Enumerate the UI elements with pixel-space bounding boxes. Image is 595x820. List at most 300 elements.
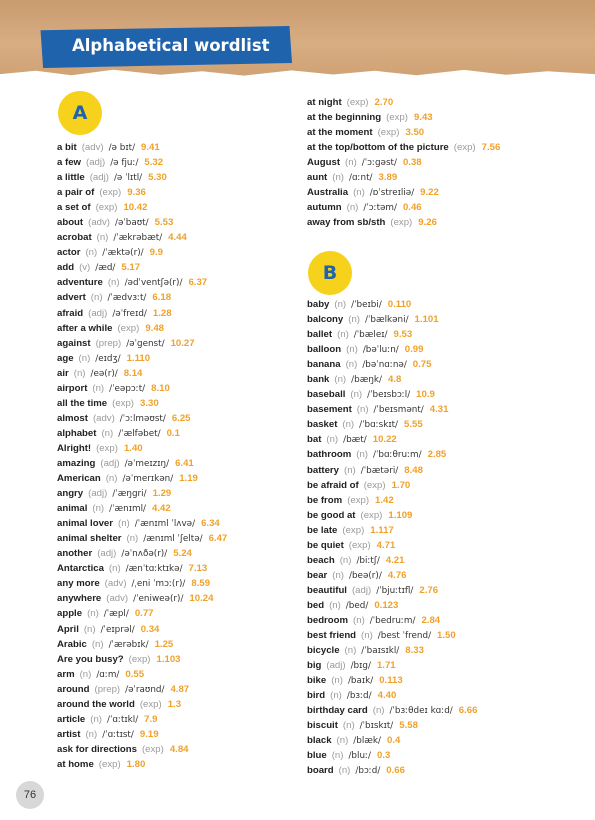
entry-word: a bit bbox=[57, 142, 77, 153]
wordlist-entry bbox=[57, 757, 329, 772]
wordlist-entry bbox=[57, 290, 329, 305]
entry-word: airport bbox=[57, 382, 88, 394]
entry-ref: 4.40 bbox=[377, 690, 397, 702]
wordlist-column-a-left bbox=[57, 140, 329, 772]
entry-ref: 9.22 bbox=[420, 187, 439, 199]
entry-pos: (n) bbox=[85, 247, 98, 259]
entry-ref: 0.3 bbox=[376, 750, 391, 762]
entry-word: be quiet bbox=[307, 539, 344, 551]
wordlist-entry bbox=[57, 682, 329, 697]
wordlist-entry bbox=[307, 703, 579, 718]
entry-word: bed bbox=[307, 599, 325, 611]
wordlist-entry bbox=[307, 538, 579, 553]
entry-pos: (n) bbox=[78, 352, 91, 364]
entry-word: angry bbox=[57, 488, 84, 500]
wordlist-entry bbox=[307, 297, 579, 312]
entry-ipa: /bɪg/ bbox=[350, 661, 371, 672]
entry-ref: 2.84 bbox=[421, 614, 441, 626]
entry-ref: 2.85 bbox=[427, 449, 447, 461]
wordlist-entry bbox=[57, 396, 329, 411]
entry-word: banana bbox=[307, 359, 341, 371]
wordlist-entry bbox=[57, 351, 329, 366]
entry-word: at the beginning bbox=[307, 112, 382, 124]
entry-ref: 0.55 bbox=[125, 668, 145, 680]
wordlist-entry bbox=[307, 185, 579, 200]
entry-ref: 9.48 bbox=[145, 322, 164, 334]
wordlist-entry bbox=[57, 546, 329, 561]
wordlist-entry bbox=[57, 366, 329, 381]
wordlist-entry bbox=[57, 456, 329, 471]
entry-ref: 4.42 bbox=[151, 503, 171, 515]
entry-ipa: /bluː/ bbox=[348, 751, 371, 762]
entry-pos: (adj) bbox=[351, 584, 372, 596]
wordlist-entry bbox=[307, 673, 579, 688]
entry-pos: (n) bbox=[345, 359, 358, 371]
wordlist-entry bbox=[57, 561, 329, 576]
entry-pos: (exp) bbox=[363, 479, 386, 491]
entry-ref: 9.19 bbox=[139, 728, 159, 740]
entry-pos: (n) bbox=[339, 554, 352, 566]
wordlist-entry bbox=[307, 387, 579, 402]
entry-word: add bbox=[57, 262, 75, 274]
wordlist-entry bbox=[57, 215, 329, 230]
entry-ref: 0.66 bbox=[386, 765, 405, 777]
entry-ref: 4.44 bbox=[168, 232, 187, 244]
entry-ref: 0.46 bbox=[402, 202, 422, 214]
wordlist-entry bbox=[307, 583, 579, 598]
entry-ipa: /ˈbeɪsbɔːl/ bbox=[367, 390, 411, 401]
entry-ipa: /ˈbjuːtɪfl/ bbox=[376, 585, 414, 596]
entry-pos: (n) bbox=[353, 187, 365, 199]
entry-pos: (n) bbox=[346, 344, 358, 356]
entry-pos: (n) bbox=[87, 608, 99, 620]
entry-ipa: /ˈænɪml ˈlʌvə/ bbox=[134, 519, 196, 530]
entry-ref: 0.38 bbox=[402, 157, 422, 169]
entry-word: American bbox=[57, 473, 101, 485]
entry-word: blue bbox=[307, 750, 327, 762]
wordlist-entry bbox=[307, 312, 579, 327]
entry-ref: 3.50 bbox=[405, 127, 425, 139]
entry-ipa: /bæt/ bbox=[343, 435, 367, 446]
entry-pos: (exp) bbox=[98, 758, 121, 770]
entry-ref: 3.30 bbox=[139, 397, 159, 409]
wordlist-entry bbox=[57, 471, 329, 486]
entry-word: a few bbox=[57, 157, 81, 169]
wordlist-entry bbox=[307, 523, 579, 538]
entry-pos: (adj) bbox=[326, 660, 346, 672]
letter-badge-a: A bbox=[58, 91, 102, 135]
entry-pos: (n) bbox=[348, 314, 360, 326]
entry-pos: (n) bbox=[338, 765, 351, 777]
entry-ref: 5.17 bbox=[121, 262, 141, 274]
wordlist-entry bbox=[57, 230, 329, 245]
entry-ipa: /ɒˈstreɪliə/ bbox=[369, 188, 415, 199]
entry-pos: (n) bbox=[96, 232, 109, 244]
entry-pos: (adj) bbox=[100, 457, 120, 469]
wordlist-entry bbox=[307, 357, 579, 372]
entry-ref: 1.50 bbox=[437, 630, 456, 642]
entry-pos: (n) bbox=[345, 157, 357, 169]
entry-pos: (exp) bbox=[386, 112, 408, 124]
entry-ref: 1.103 bbox=[156, 653, 181, 665]
entry-ref: 9.26 bbox=[418, 217, 437, 229]
page-number: 76 bbox=[16, 781, 44, 809]
entry-word: at night bbox=[307, 97, 342, 108]
entry-ipa: /ˈeniweə(r)/ bbox=[133, 594, 184, 605]
entry-ref: 1.117 bbox=[370, 524, 394, 536]
wordlist-entry bbox=[307, 327, 579, 342]
wordlist-entry bbox=[57, 245, 329, 260]
wordlist-entry bbox=[307, 215, 579, 230]
entry-ref: 9.41 bbox=[141, 142, 160, 153]
entry-pos: (n) bbox=[92, 503, 105, 515]
wordlist-entry bbox=[57, 606, 329, 621]
wordlist-entry bbox=[57, 712, 329, 727]
entry-word: at home bbox=[57, 758, 94, 770]
entry-word: Australia bbox=[307, 187, 349, 199]
entry-ref: 7.9 bbox=[144, 713, 158, 725]
entry-ref: 8.33 bbox=[405, 645, 424, 657]
wordlist-entry bbox=[57, 200, 329, 215]
entry-word: air bbox=[57, 367, 69, 379]
entry-pos: (n) bbox=[90, 292, 103, 304]
entry-ipa: /bæŋk/ bbox=[351, 375, 382, 386]
entry-word: birthday card bbox=[307, 705, 368, 717]
entry-pos: (adv) bbox=[106, 593, 129, 605]
entry-word: aunt bbox=[307, 172, 328, 184]
entry-word: black bbox=[307, 735, 332, 747]
entry-ipa: /bɔːd/ bbox=[355, 766, 381, 777]
wordlist-entry bbox=[307, 568, 579, 583]
entry-pos: (n) bbox=[326, 434, 339, 446]
entry-ref: 6.37 bbox=[188, 277, 208, 289]
entry-word: after a while bbox=[57, 322, 113, 334]
entry-pos: (adj) bbox=[89, 172, 109, 184]
entry-pos: (exp) bbox=[128, 653, 151, 665]
entry-word: Alright! bbox=[57, 442, 92, 454]
wordlist-entry bbox=[57, 576, 329, 591]
entry-pos: (n) bbox=[372, 705, 385, 717]
entry-ref: 1.70 bbox=[391, 479, 411, 491]
entry-word: a pair of bbox=[57, 187, 95, 199]
entry-word: acrobat bbox=[57, 232, 92, 244]
entry-pos: (exp) bbox=[453, 142, 476, 154]
entry-word: be afraid of bbox=[307, 479, 359, 491]
entry-word: afraid bbox=[57, 307, 84, 319]
entry-ref: 5.30 bbox=[148, 172, 167, 184]
entry-ref: 2.70 bbox=[374, 97, 394, 108]
entry-pos: (n) bbox=[334, 299, 347, 310]
entry-word: August bbox=[307, 157, 341, 169]
entry-word: around bbox=[57, 683, 90, 695]
entry-ipa: /əˈbaʊt/ bbox=[114, 218, 149, 229]
entry-ipa: /ˈɔːgəst/ bbox=[361, 158, 397, 169]
entry-ipa: /ˈærəbɪk/ bbox=[108, 639, 149, 650]
entry-ref: 1.40 bbox=[123, 442, 143, 454]
entry-pos: (n) bbox=[337, 329, 349, 341]
wordlist-entry bbox=[307, 658, 579, 673]
entry-ipa: /ˈæpl/ bbox=[103, 609, 129, 620]
entry-ipa: /blæk/ bbox=[353, 736, 381, 747]
entry-word: bike bbox=[307, 675, 327, 687]
entry-pos: (exp) bbox=[96, 442, 118, 454]
entry-pos: (n) bbox=[342, 419, 355, 431]
entry-ref: 4.71 bbox=[376, 539, 396, 551]
entry-word: bathroom bbox=[307, 449, 352, 461]
entry-ref: 0.110 bbox=[387, 299, 412, 310]
letter-badge-b: B bbox=[308, 251, 352, 295]
wordlist-entry bbox=[307, 110, 579, 125]
entry-ref: 1.29 bbox=[152, 488, 172, 500]
entry-ref: 9.43 bbox=[413, 112, 433, 124]
entry-pos: (n) bbox=[331, 750, 344, 762]
entry-ipa: /ˈædvɜːt/ bbox=[107, 293, 147, 304]
entry-pos: (n) bbox=[101, 427, 114, 439]
entry-ref: 0.113 bbox=[379, 675, 403, 687]
entry-ipa: /ˈækrəbæt/ bbox=[113, 233, 163, 244]
entry-ipa: /ɑːm/ bbox=[96, 669, 120, 680]
entry-word: article bbox=[57, 713, 86, 725]
entry-ipa: /baɪk/ bbox=[347, 676, 374, 687]
entry-word: any more bbox=[57, 578, 100, 590]
entry-word: almost bbox=[57, 412, 88, 424]
entry-ref: 0.4 bbox=[386, 735, 401, 747]
wordlist-entry bbox=[57, 170, 329, 185]
wordlist-entry bbox=[307, 155, 579, 170]
entry-pos: (exp) bbox=[347, 494, 370, 506]
wordlist-entry bbox=[307, 598, 579, 613]
entry-pos: (n) bbox=[332, 172, 344, 184]
entry-word: against bbox=[57, 337, 91, 349]
entry-word: bat bbox=[307, 434, 322, 446]
entry-pos: (exp) bbox=[139, 698, 162, 710]
entry-ref: 6.47 bbox=[208, 533, 228, 545]
entry-ipa: /beə(r)/ bbox=[349, 570, 382, 581]
entry-ref: 8.48 bbox=[404, 464, 423, 476]
entry-pos: (exp) bbox=[112, 397, 134, 409]
entry-ref: 1.109 bbox=[388, 509, 413, 521]
wordlist-entry bbox=[307, 402, 579, 417]
entry-pos: (n) bbox=[344, 464, 356, 476]
entry-ipa: /əˈnʌðə(r)/ bbox=[121, 549, 168, 560]
entry-ipa: /ədˈventʃə(r)/ bbox=[124, 278, 183, 289]
wordlist-entry bbox=[307, 688, 579, 703]
entry-ref: 7.13 bbox=[188, 563, 208, 575]
entry-word: board bbox=[307, 765, 334, 777]
wordlist-entry bbox=[57, 185, 329, 200]
entry-ipa: /eɪdʒ/ bbox=[95, 353, 121, 364]
entry-ref: 6.25 bbox=[171, 412, 191, 424]
entry-ipa: /ə fjuː/ bbox=[110, 158, 139, 169]
wordlist-entry bbox=[57, 727, 329, 742]
entry-word: ask for directions bbox=[57, 743, 137, 755]
entry-pos: (n) bbox=[344, 645, 357, 657]
wordlist-entry bbox=[57, 591, 329, 606]
entry-ipa: /əˈraʊnd/ bbox=[125, 684, 165, 695]
entry-ref: 0.75 bbox=[412, 359, 432, 371]
entry-ref: 4.87 bbox=[170, 683, 190, 695]
entry-ref: 5.32 bbox=[144, 157, 164, 169]
entry-pos: (adv) bbox=[81, 142, 104, 153]
entry-ipa: /biːtʃ/ bbox=[356, 555, 380, 566]
entry-word: advert bbox=[57, 292, 86, 304]
entry-word: animal shelter bbox=[57, 533, 122, 545]
entry-ref: 10.24 bbox=[189, 593, 214, 605]
wordlist-entry bbox=[57, 531, 329, 546]
entry-word: biscuit bbox=[307, 720, 338, 732]
entry-pos: (exp) bbox=[346, 97, 369, 108]
wordlist-entry bbox=[307, 508, 579, 523]
entry-word: around the world bbox=[57, 698, 135, 710]
entry-pos: (n) bbox=[91, 638, 104, 650]
entry-ipa: /ˈbælkəni/ bbox=[365, 315, 409, 326]
entry-pos: (n) bbox=[356, 404, 369, 416]
entry-ipa: /ˈbaɪsɪkl/ bbox=[361, 646, 400, 657]
entry-word: autumn bbox=[307, 202, 342, 214]
entry-ipa: /əˈgenst/ bbox=[126, 338, 165, 349]
entry-pos: (adv) bbox=[88, 217, 110, 229]
entry-ref: 4.8 bbox=[387, 374, 402, 386]
entry-pos: (n) bbox=[105, 473, 118, 485]
wordlist-entry bbox=[57, 441, 329, 456]
entry-ref: 1.80 bbox=[126, 758, 146, 770]
wordlist-entry bbox=[307, 643, 579, 658]
entry-word: age bbox=[57, 352, 74, 364]
entry-pos: (n) bbox=[353, 614, 365, 626]
entry-word: anywhere bbox=[57, 593, 102, 605]
entry-ipa: /ˈælfəbet/ bbox=[118, 428, 161, 439]
wordlist-entry bbox=[307, 763, 579, 778]
wordlist-entry bbox=[57, 697, 329, 712]
wordlist-entry bbox=[57, 501, 329, 516]
entry-ipa: /ˈɑːtɪkl/ bbox=[107, 714, 139, 725]
entry-pos: (n) bbox=[126, 533, 139, 545]
wordlist-entry bbox=[57, 637, 329, 652]
entry-word: be from bbox=[307, 494, 343, 506]
entry-ipa: /ˈbætəri/ bbox=[360, 465, 399, 476]
entry-word: Are you busy? bbox=[57, 653, 124, 665]
entry-pos: (n) bbox=[92, 382, 105, 394]
entry-ref: 1.110 bbox=[126, 352, 151, 364]
wordlist-entry bbox=[307, 432, 579, 447]
entry-word: apple bbox=[57, 608, 83, 620]
entry-pos: (exp) bbox=[99, 187, 122, 199]
entry-ipa: /əˈfreɪd/ bbox=[112, 308, 147, 319]
entry-ref: 10.42 bbox=[123, 202, 148, 214]
wordlist-entry bbox=[307, 613, 579, 628]
wordlist-entry bbox=[307, 447, 579, 462]
wordlist-entry bbox=[57, 426, 329, 441]
entry-word: bear bbox=[307, 569, 328, 581]
wordlist-entry bbox=[307, 140, 579, 155]
entry-ref: 5.55 bbox=[404, 419, 423, 431]
entry-ref: 10.9 bbox=[416, 389, 435, 401]
entry-pos: (adj) bbox=[88, 488, 108, 500]
entry-ref: 8.10 bbox=[151, 382, 170, 394]
entry-ipa: /ˈɔːtəm/ bbox=[363, 203, 397, 214]
entry-word: at the top/bottom of the picture bbox=[307, 142, 449, 154]
wordlist-entry bbox=[307, 493, 579, 508]
entry-pos: (n) bbox=[350, 389, 363, 401]
entry-pos: (n) bbox=[73, 367, 86, 379]
entry-word: baby bbox=[307, 299, 330, 310]
entry-word: another bbox=[57, 548, 93, 560]
entry-ref: 4.84 bbox=[169, 743, 189, 755]
entry-word: bird bbox=[307, 690, 326, 702]
entry-word: baseball bbox=[307, 389, 346, 401]
entry-word: big bbox=[307, 660, 322, 672]
entry-pos: (exp) bbox=[95, 202, 118, 214]
entry-word: Arabic bbox=[57, 638, 87, 650]
entry-word: balloon bbox=[307, 344, 342, 356]
entry-word: battery bbox=[307, 464, 339, 476]
entry-pos: (exp) bbox=[377, 127, 400, 139]
wordlist-entry bbox=[307, 733, 579, 748]
entry-word: be late bbox=[307, 524, 338, 536]
entry-ref: 0.99 bbox=[404, 344, 424, 356]
entry-pos: (n) bbox=[342, 720, 355, 732]
wordlist-entry bbox=[307, 342, 579, 357]
entry-ref: 7.56 bbox=[481, 142, 501, 154]
entry-ipa: /ænɪml ˈʃeltə/ bbox=[143, 534, 203, 545]
wordlist-entry bbox=[307, 372, 579, 387]
entry-ipa: /ə ˈlɪtl/ bbox=[113, 173, 143, 184]
entry-pos: (n) bbox=[334, 374, 347, 386]
wordlist-entry bbox=[307, 478, 579, 493]
entry-word: adventure bbox=[57, 277, 103, 289]
entry-pos: (exp) bbox=[141, 743, 164, 755]
entry-ipa: /ˈænɪml/ bbox=[109, 504, 146, 515]
entry-word: ballet bbox=[307, 329, 333, 341]
entry-pos: (adj) bbox=[97, 548, 117, 560]
entry-word: at the moment bbox=[307, 127, 373, 139]
wordlist-entry bbox=[57, 321, 329, 336]
entry-ref: 6.34 bbox=[201, 518, 220, 530]
entry-ref: 5.24 bbox=[173, 548, 192, 560]
wordlist-entry bbox=[307, 553, 579, 568]
entry-ref: 0.77 bbox=[134, 608, 154, 620]
entry-pos: (n) bbox=[331, 675, 343, 687]
entry-ref: 8.14 bbox=[123, 367, 143, 379]
wordlist-entry bbox=[57, 486, 329, 501]
entry-pos: (adj) bbox=[86, 157, 106, 169]
wordlist-column-a-right bbox=[307, 95, 579, 230]
entry-word: balcony bbox=[307, 314, 344, 326]
wordlist-column-b bbox=[307, 297, 579, 779]
entry-ref: 10.22 bbox=[372, 434, 397, 446]
entry-word: about bbox=[57, 217, 84, 229]
entry-pos: (n) bbox=[346, 202, 359, 214]
entry-ipa: /ˈbɪskɪt/ bbox=[359, 721, 394, 732]
entry-ipa: /ˈbɑːθruːm/ bbox=[372, 450, 422, 461]
entry-pos: (n) bbox=[90, 713, 103, 725]
entry-ipa: /bəˈnɑːnə/ bbox=[362, 360, 407, 371]
entry-ref: 5.53 bbox=[154, 217, 174, 229]
entry-ref: 4.76 bbox=[387, 569, 407, 581]
page-title: Alphabetical wordlist bbox=[72, 36, 270, 55]
entry-ref: 9.9 bbox=[149, 247, 163, 259]
entry-ref: 4.31 bbox=[429, 404, 449, 416]
entry-pos: (adv) bbox=[92, 412, 115, 424]
wordlist-entry bbox=[57, 516, 329, 531]
entry-pos: (n) bbox=[118, 518, 130, 530]
entry-ref: 1.19 bbox=[179, 473, 198, 485]
entry-pos: (n) bbox=[332, 569, 344, 581]
entry-pos: (v) bbox=[79, 262, 91, 274]
entry-word: beautiful bbox=[307, 584, 347, 596]
entry-ref: 1.101 bbox=[414, 314, 439, 326]
entry-word: basket bbox=[307, 419, 338, 431]
